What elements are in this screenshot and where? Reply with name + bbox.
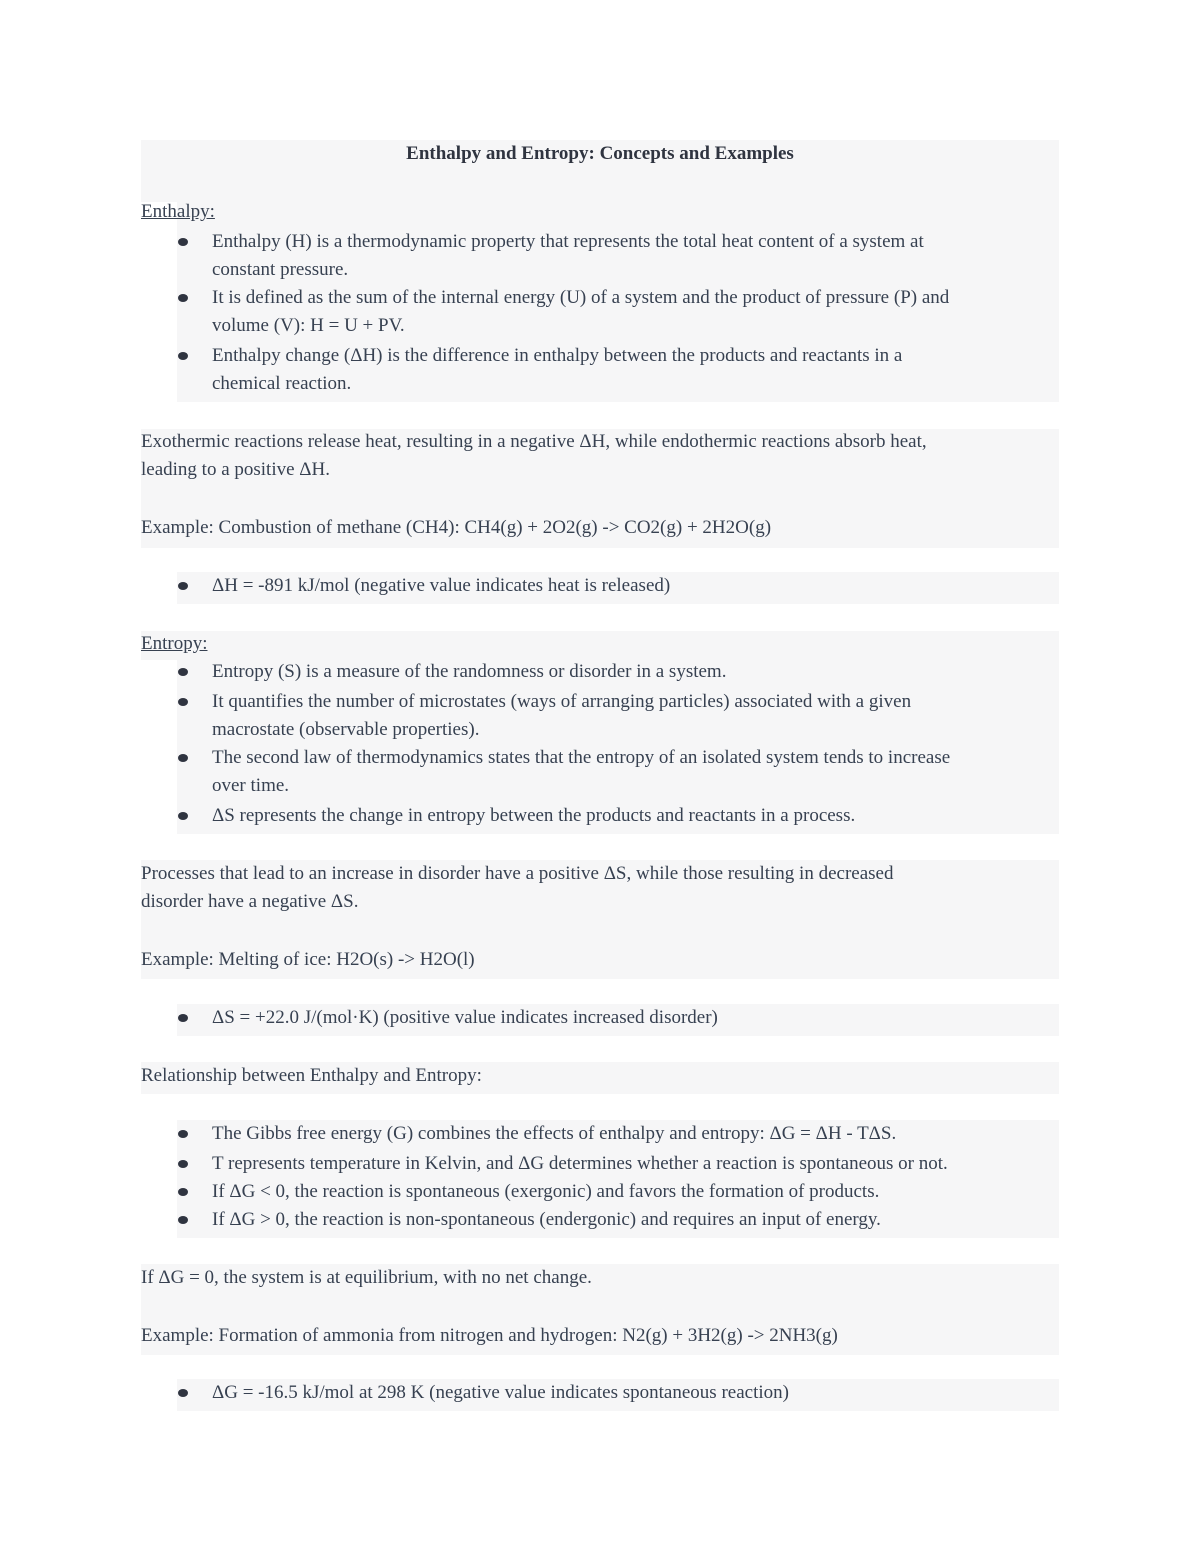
bullet-icon: [178, 698, 188, 706]
bullet-icon: [178, 1160, 188, 1168]
bullet-icon: [178, 238, 188, 246]
enthalpy-bullet-1-line-1: Enthalpy (H) is a thermodynamic property that represents the total heat content of a system at: [212, 231, 924, 252]
bullet-icon: [178, 812, 188, 820]
entropy-bullet-1: Entropy (S) is a measure of the randomness or disorder in a system.: [212, 661, 727, 682]
bullet-icon: [178, 754, 188, 762]
bullet-icon: [178, 352, 188, 360]
enthalpy-bullet-3-line-2: chemical reaction.: [212, 373, 352, 394]
entropy-bullet-2-line-2: macrostate (observable properties).: [212, 719, 480, 740]
entropy-bullet-3-line-2: over time.: [212, 775, 290, 796]
entropy-example-bullet: ΔS = +22.0 J/(mol·K) (positive value indicates increased disorder): [212, 1007, 718, 1028]
entropy-heading: Entropy:: [141, 633, 208, 654]
bullet-icon: [178, 1130, 188, 1138]
relationship-heading: Relationship between Enthalpy and Entropy:: [141, 1065, 482, 1086]
enthalpy-example-bullet: ΔH = -891 kJ/mol (negative value indicates heat is released): [212, 575, 671, 596]
enthalpy-heading: Enthalpy:: [141, 201, 215, 222]
enthalpy-example: Example: Combustion of methane (CH4): CH4(g) + 2O2(g) -> CO2(g) + 2H2O(g): [141, 517, 772, 538]
entropy-example: Example: Melting of ice: H2O(s) -> H2O(l): [141, 949, 475, 970]
document-title: Enthalpy and Entropy: Concepts and Examples: [406, 143, 794, 164]
entropy-bullet-4: ΔS represents the change in entropy between the products and reactants in a process.: [212, 805, 856, 826]
enthalpy-bullet-2-line-2: volume (V): H = U + PV.: [212, 315, 405, 336]
enthalpy-paragraph-line-2: leading to a positive ΔH.: [141, 459, 330, 480]
bullet-icon: [178, 294, 188, 302]
enthalpy-paragraph-line-1: Exothermic reactions release heat, resulting in a negative ΔH, while endothermic reactions absorb heat,: [141, 431, 927, 452]
bullet-icon: [178, 1188, 188, 1196]
relationship-bullet-3: If ΔG < 0, the reaction is spontaneous (exergonic) and favors the formation of products.: [212, 1181, 880, 1202]
entropy-heading-bg: [141, 631, 1059, 660]
entropy-paragraph-line-1: Processes that lead to an increase in disorder have a positive ΔS, while those resulting in decreased: [141, 863, 894, 884]
relationship-paragraph: If ΔG = 0, the system is at equilibrium, with no net change.: [141, 1267, 592, 1288]
enthalpy-bullet-3-line-1: Enthalpy change (ΔH) is the difference in enthalpy between the products and reactants in a: [212, 345, 903, 366]
bullet-icon: [178, 582, 188, 590]
relationship-bullet-2: T represents temperature in Kelvin, and ΔG determines whether a reaction is spontaneous or not.: [212, 1153, 948, 1174]
enthalpy-bullet-1-line-2: constant pressure.: [212, 259, 349, 280]
relationship-bullet-4: If ΔG > 0, the reaction is non-spontaneous (endergonic) and requires an input of energy.: [212, 1209, 881, 1230]
bullet-icon: [178, 1389, 188, 1397]
entropy-paragraph-line-2: disorder have a negative ΔS.: [141, 891, 359, 912]
entropy-bullet-3-line-1: The second law of thermodynamics states that the entropy of an isolated system tends to increase: [212, 747, 951, 768]
relationship-bullet-1: The Gibbs free energy (G) combines the effects of enthalpy and entropy: ΔG = ΔH - TΔS.: [212, 1123, 897, 1144]
relationship-example: Example: Formation of ammonia from nitrogen and hydrogen: N2(g) + 3H2(g) -> 2NH3(g): [141, 1325, 838, 1346]
entropy-bullet-2-line-1: It quantifies the number of microstates (ways of arranging particles) associated with a given: [212, 691, 912, 712]
bullet-icon: [178, 1014, 188, 1022]
relationship-example-bullet: ΔG = -16.5 kJ/mol at 298 K (negative value indicates spontaneous reaction): [212, 1382, 789, 1403]
enthalpy-bullet-2-line-1: It is defined as the sum of the internal energy (U) of a system and the product of pressure (P) and: [212, 287, 950, 308]
bullet-icon: [178, 1216, 188, 1224]
bullet-icon: [178, 668, 188, 676]
